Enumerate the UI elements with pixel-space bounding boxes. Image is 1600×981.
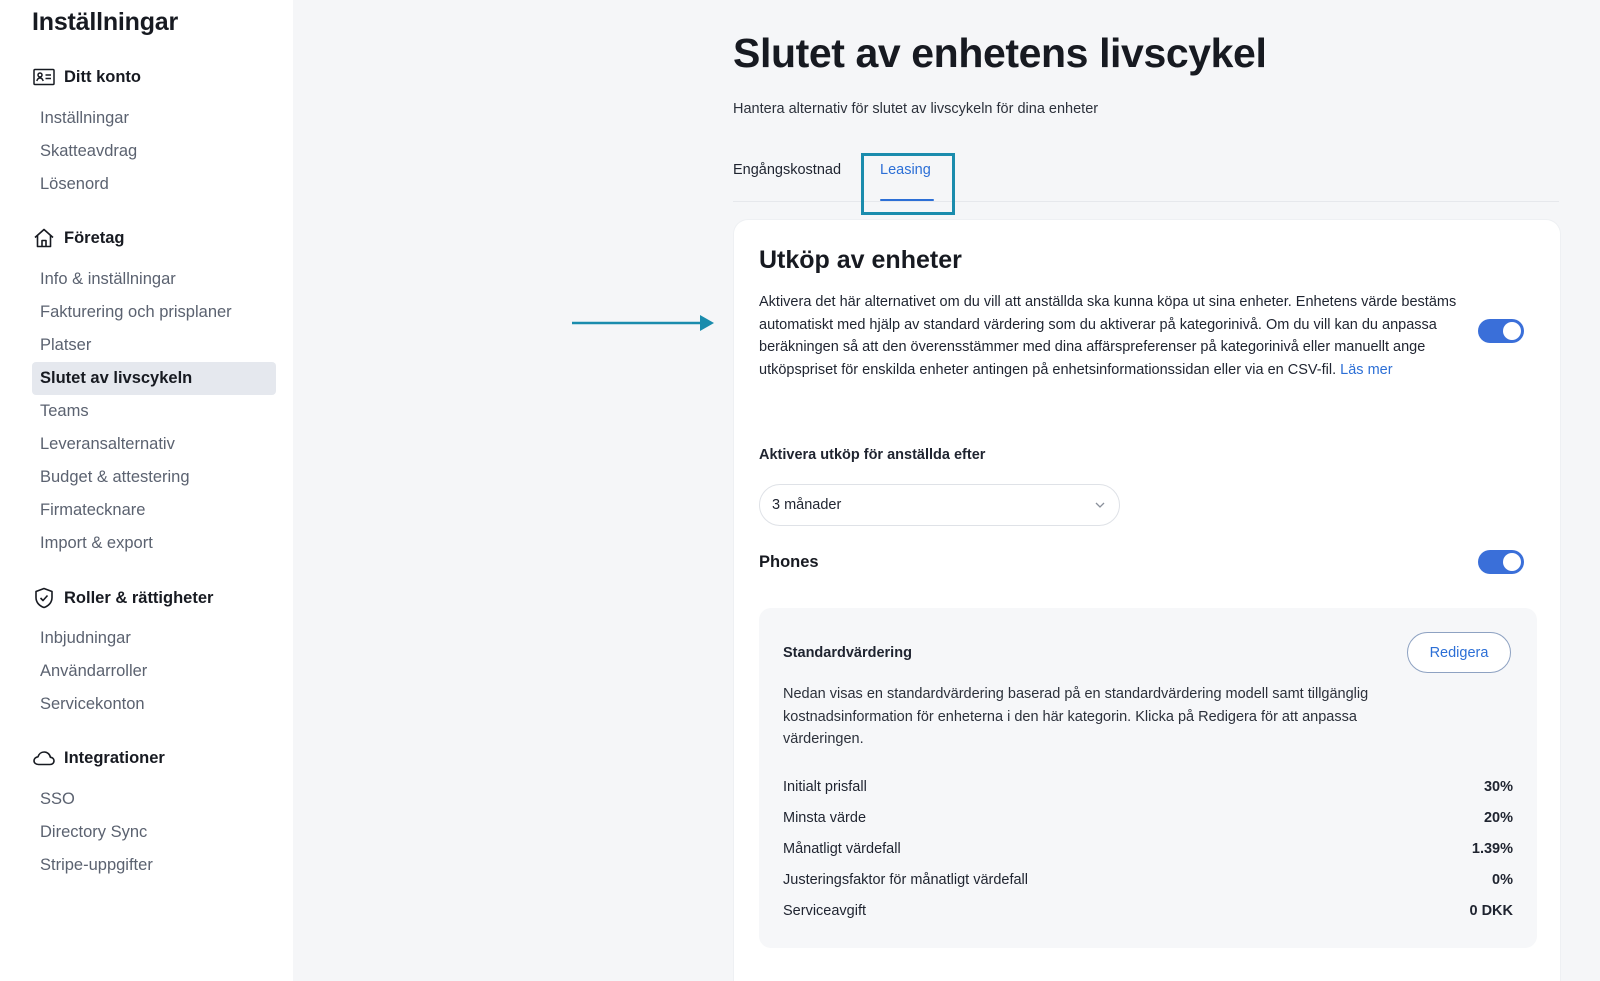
sidebar-item-budget[interactable]: Budget & attestering	[40, 468, 190, 486]
arrow-annotation-icon	[572, 313, 717, 333]
id-card-icon	[32, 65, 56, 89]
phones-toggle[interactable]	[1478, 550, 1524, 574]
sidebar-item-stripe[interactable]: Stripe-uppgifter	[40, 856, 153, 874]
page-subtitle: Hantera alternativ för slutet av livscykeln för dina enheter	[733, 101, 1099, 117]
valuation-label: Initialt prisfall	[783, 779, 867, 795]
valuation-value: 0 DKK	[1469, 903, 1513, 919]
section-header-label: Företag	[64, 228, 125, 247]
sidebar-item-inbjudningar[interactable]: Inbjudningar	[40, 629, 131, 647]
page-title: Slutet av enhetens livscykel	[733, 30, 1267, 76]
section-header-ditt-konto	[32, 65, 141, 89]
panel-title: Standardvärdering	[783, 645, 912, 661]
buyout-toggle[interactable]	[1478, 319, 1524, 343]
phones-category-label: Phones	[759, 553, 819, 571]
tab-highlight-annotation	[861, 153, 955, 215]
tabs-divider	[733, 201, 1559, 202]
sidebar-item-losenord[interactable]: Lösenord	[40, 175, 109, 193]
device-buyout-card	[734, 220, 1560, 981]
valuation-row	[783, 870, 1513, 890]
shield-check-icon	[32, 586, 56, 610]
sidebar-item-info-installningar[interactable]: Info & inställningar	[40, 270, 176, 288]
valuation-value: 20%	[1483, 810, 1513, 826]
sidebar-item-leveransalternativ[interactable]: Leveransalternativ	[40, 435, 175, 453]
sidebar-item-skatteavdrag[interactable]: Skatteavdrag	[40, 142, 138, 160]
valuation-row	[783, 901, 1513, 921]
section-header-roller	[32, 586, 213, 610]
valuation-value: 30%	[1483, 779, 1513, 795]
tab-engangskostnad[interactable]: Engångskostnad	[733, 162, 842, 178]
select-value: 3 månader	[772, 497, 842, 513]
sidebar-item-slutet-av-livscykeln[interactable]: Slutet av livscykeln	[32, 362, 276, 395]
valuation-row	[783, 777, 1513, 797]
valuation-label: Serviceavgift	[783, 903, 867, 919]
standard-valuation-panel	[759, 608, 1537, 948]
valuation-label: Månatligt värdefall	[783, 841, 901, 857]
buyout-after-label: Aktivera utköp för anställda efter	[759, 447, 986, 463]
valuation-label: Minsta värde	[783, 810, 867, 826]
valuation-label: Justeringsfaktor för månatligt värdefall	[783, 872, 1028, 888]
toggle-knob	[1503, 553, 1521, 571]
sidebar	[0, 0, 293, 981]
cloud-icon	[32, 746, 56, 770]
card-description	[759, 291, 1461, 382]
sidebar-item-import-export[interactable]: Import & export	[40, 534, 153, 552]
section-header-foretag	[32, 226, 125, 250]
section-header-integrationer	[32, 746, 165, 770]
buyout-after-select[interactable]	[759, 484, 1120, 526]
sidebar-item-teams[interactable]: Teams	[40, 402, 89, 420]
sidebar-item-fakturering[interactable]: Fakturering och prisplaner	[40, 303, 232, 321]
tab-leasing[interactable]: Leasing	[880, 162, 931, 178]
sidebar-title: Inställningar	[32, 8, 179, 36]
chevron-down-icon	[1093, 498, 1107, 512]
valuation-row	[783, 808, 1513, 828]
section-header-label: Ditt konto	[64, 67, 141, 86]
card-title: Utköp av enheter	[759, 246, 962, 274]
sidebar-item-directory-sync[interactable]: Directory Sync	[40, 823, 148, 841]
sidebar-item-firmatecknare[interactable]: Firmatecknare	[40, 501, 146, 519]
sidebar-item-platser[interactable]: Platser	[40, 336, 92, 354]
sidebar-item-installningar[interactable]: Inställningar	[40, 109, 129, 127]
read-more-link[interactable]: Läs mer	[1340, 362, 1393, 379]
sidebar-item-servicekonton[interactable]: Servicekonton	[40, 695, 145, 713]
card-description-text: Aktivera det här alternativet om du vill att anställda ska kunna köpa ut sina enheter. Enhetens värde bestäms automatiskt med hjälp av standard värdering som du aktiverar på kategorinivå. Om du vill kan du anpassa beräkningen så att den överensstämmer med dina affärspreferenser på kategorinivå eller manuellt ange utköpspriset för enskilda enheter antingen på enhetsinformationssidan eller via en CSV-fil.	[759, 294, 1457, 379]
section-header-label: Integrationer	[64, 748, 165, 767]
valuation-value: 0%	[1492, 872, 1513, 888]
section-header-label: Roller & rättigheter	[64, 588, 214, 607]
valuation-row	[783, 839, 1513, 859]
edit-button[interactable]: Redigera	[1407, 632, 1511, 673]
house-icon	[32, 226, 56, 250]
valuation-value: 1.39%	[1471, 841, 1513, 857]
panel-description: Nedan visas en standardvärdering baserad på en standardvärdering modell samt tillgänglig kostnadsinformation för enheterna i den här kategorin. Klicka på Redigera för att anpassa värderingen.	[783, 686, 1369, 748]
sidebar-item-anvandarroller[interactable]: Användarroller	[40, 662, 148, 680]
sidebar-item-sso[interactable]: SSO	[40, 790, 75, 808]
toggle-knob	[1503, 322, 1521, 340]
